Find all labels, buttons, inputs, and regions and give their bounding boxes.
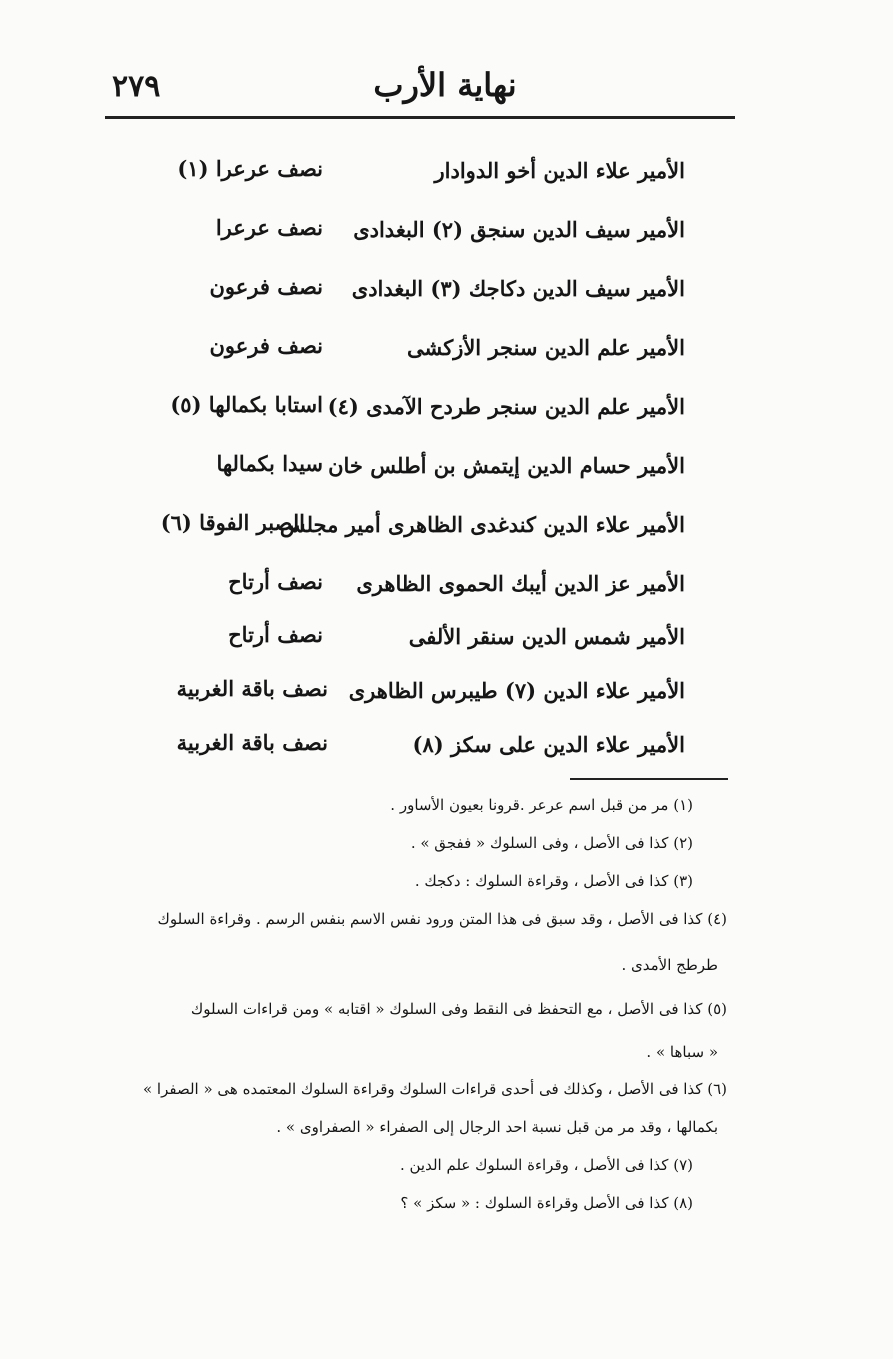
footnote-continuation: بكمالها ، وقد مر من قبل نسبة احد الرجال إلى الصفراء « الصفراوى » . xyxy=(276,1118,718,1136)
emir-name: الأمير حسام الدين إيتمش بن أطلس خان xyxy=(328,453,685,478)
fief-share: سيدا بكمالها xyxy=(216,451,323,476)
emir-name: الأمير شمس الدين سنقر الألفى xyxy=(408,624,685,649)
list-item xyxy=(0,561,893,619)
footnote: (٦) كذا فى الأصل ، وكذلك فى أحدى قراءات السلوك وقراءة السلوك المعتمده هى « الصفرا » xyxy=(142,1080,727,1098)
fief-share: نصف أرتاح xyxy=(228,569,323,594)
list-item xyxy=(0,668,893,726)
fief-share: نصف فرعون xyxy=(209,333,323,358)
emir-name: الأمير سيف الدين دكاجك (٣) البغدادى xyxy=(351,276,685,301)
footnote: (٢) كذا فى الأصل ، وفى السلوك « ففجق » . xyxy=(410,834,693,852)
footnote: (١) مر من قبل اسم عرعر .قرونا بعيون الأساور . xyxy=(390,796,693,814)
page-number: ٢٧٩ xyxy=(112,69,161,104)
emir-name: الأمير علم الدين سنجر طردح الآمدى (٤) xyxy=(327,394,685,419)
header-rule xyxy=(105,116,735,119)
emir-name: الأمير علاء الدين (٧) طيبرس الظاهرى xyxy=(348,678,685,703)
list-item xyxy=(0,325,893,383)
emir-name: الأمير عز الدين أيبك الحموى الظاهرى xyxy=(356,571,685,596)
emir-name: الأمير علم الدين سنجر الأزكشى xyxy=(406,335,685,360)
footnote: (٨) كذا فى الأصل وقراءة السلوك : « سكز » ؟ xyxy=(400,1194,693,1212)
list-item xyxy=(0,722,893,780)
emir-name: الأمير علاء الدين على سكز (٨) xyxy=(412,732,685,757)
list-item xyxy=(0,614,893,672)
footnote-continuation: « سباها » . xyxy=(646,1043,718,1061)
fief-share: نصف عرعرا (١) xyxy=(177,156,323,181)
list-item xyxy=(0,148,893,206)
fief-share: استابا بكمالها (٥) xyxy=(170,392,323,417)
footnote-continuation: طرطج الأمدى . xyxy=(621,956,718,974)
list-item xyxy=(0,443,893,501)
emir-name: الأمير علاء الدين كندغدى الظاهرى أمير مجلس xyxy=(279,512,685,537)
emir-name: الأمير سيف الدين سنجق (٢) البغدادى xyxy=(353,217,685,242)
fief-share: الصبر الفوقا (٦) xyxy=(160,510,305,535)
emir-name: الأمير علاء الدين أخو الدوادار xyxy=(434,158,685,183)
footnote: (٧) كذا فى الأصل ، وقراءة السلوك علم الدين . xyxy=(399,1156,693,1174)
list-item xyxy=(0,207,893,265)
footnotes-rule xyxy=(570,778,728,780)
fief-share: نصف باقة الغربية xyxy=(176,730,328,755)
footnote: (٤) كذا فى الأصل ، وقد سبق فى هذا المتن ورود نفس الاسم بنفس الرسم . وقراءة السلوك xyxy=(157,910,727,928)
footnote: (٥) كذا فى الأصل ، مع التحفظ فى النقط وفى السلوك « اقتابه » ومن قراءات السلوك xyxy=(190,1000,727,1018)
list-item xyxy=(0,502,893,560)
fief-share: نصف أرتاح xyxy=(228,622,323,647)
list-item xyxy=(0,384,893,442)
fief-share: نصف باقة الغربية xyxy=(176,676,328,701)
fief-share: نصف فرعون xyxy=(209,274,323,299)
list-item xyxy=(0,266,893,324)
fief-share: نصف عرعرا xyxy=(215,215,323,240)
footnote: (٣) كذا فى الأصل ، وقراءة السلوك : دكجك . xyxy=(414,872,693,890)
running-title: نهاية الأرب xyxy=(373,66,517,104)
